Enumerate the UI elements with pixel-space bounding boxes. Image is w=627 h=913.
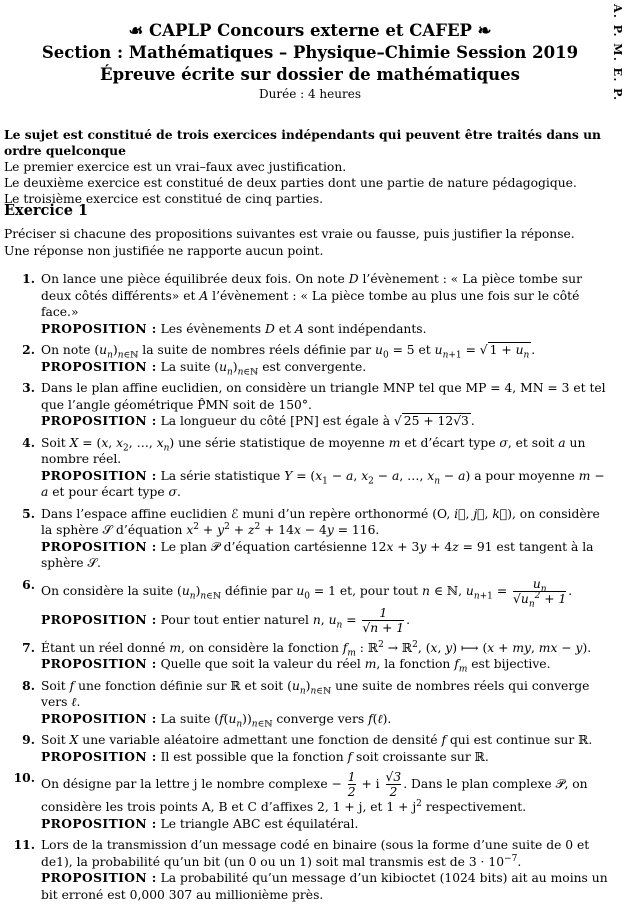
list-item: 8. Soit f une fonction définie sur ℝ et soit $(u_n)_{n\in ℕ}$ une suite de nombres réels qui converge vers ℓ. PROPOSITION : La suite $(f(u_n))_{n\in ℕ}$ converge vers f(ℓ). xyxy=(0,678,610,728)
item-number: 1. xyxy=(22,271,35,286)
list-item: 5. Dans l’espace affine euclidien ℰ muni d’un repère orthonormé (O, i⃗, j⃗, k⃗), on considère la sphère 𝒮 d’équation $x^2 + y^2 + z^2 + 14x - 4y = 116$. PROPOSITION : Le plan 𝒫 d’équation cartésienne 12x + 3y + 4z = 91 est tangent à la sphère 𝒮. xyxy=(0,506,610,572)
item-number: 6. xyxy=(22,576,35,592)
item-number: 2. xyxy=(22,342,35,357)
fraction: $\frac{1}{√n + 1}$ xyxy=(362,605,405,635)
intro-bold: Le sujet est constitué de trois exercices indépendants qui peuvent être traités dans un ordre quelconque xyxy=(4,127,601,158)
item-number: 10. xyxy=(13,770,35,785)
header-title-2: Section : Mathématiques – Physique–Chimie Session 2019 xyxy=(41,43,579,62)
list-item: 2. On note $(u_n)_{n\in ℕ}$ la suite de nombres réels définie par $u_0 = 5$ et $u_{n+1}$ = √ $1 + u_n$ . PROPOSITION : La suite $(u_n)_{n\in ℕ}$ est convergente. xyxy=(0,342,610,375)
fraction: $\frac{√3}{2}$ xyxy=(385,770,402,799)
list-item: 1. On lance une pièce équilibrée deux fois. On note D l’évènement : « La pièce tombe sur deux côtés différents» et A l’évènement : « La pièce tombe au plus une fois sur le côté face.» PROPOSITION : Les évènements D et A sont indépendants. xyxy=(0,271,610,337)
list-item: 6. On considère la suite $(u_n)_{n\in ℕ}$ définie par $u_0 = 1$ et, pour tout n ∈ ℕ, $u_{n+1}$ = $\frac{u_n}{√u_n^2 + 1}$ . PROPOSITION : Pour tout entier naturel n, $u_n$ = $\frac{1}{√n + 1}$ . xyxy=(0,577,610,635)
item-number: 8. xyxy=(22,677,35,693)
list-item: 3. Dans le plan affine euclidien, on considère un triangle MNP tel que MP = 4, MN = 3 et tel que l’angle géométrique P̂MN soit de 150°. PROPOSITION : La longueur du côté [PN] est égale à √ 25 + 12√3 . xyxy=(0,380,610,430)
header-side-label: A. P. M. E. P. xyxy=(611,4,624,102)
intro-block xyxy=(4,127,604,207)
proposition-label: PROPOSITION : xyxy=(41,538,157,554)
proposition-list xyxy=(0,271,610,908)
header-title-3: Épreuve écrite sur dossier de mathématiques xyxy=(100,65,520,84)
item-number: 3. xyxy=(22,380,35,395)
proposition-label: PROPOSITION : xyxy=(41,467,157,483)
exercise-instructions: Préciser si chacune des propositions suivantes est vraie ou fausse, puis justifier la réponse. Une réponse non justifiée ne rapporte aucun point. xyxy=(4,227,575,258)
header-duration: Durée : 4 heures xyxy=(259,87,361,101)
proposition-label: PROPOSITION : xyxy=(41,611,157,627)
proposition-label: PROPOSITION : xyxy=(41,748,157,764)
proposition-label: PROPOSITION : xyxy=(41,710,157,726)
item-number: 11. xyxy=(13,837,35,852)
proposition-label: PROPOSITION : xyxy=(41,815,157,831)
list-item: 4. Soit X = (x, $x_2$, …, $x_n$) une série statistique de moyenne m et d’écart type σ, et soit a un nombre réel. PROPOSITION : La série statistique $Y = (x_1 - a$, $x_2 - a$, …, $x_n - a$) a pour moyenne m − a et pour écart type σ. xyxy=(0,435,610,501)
item-number: 7. xyxy=(22,639,35,655)
list-item: 7. Étant un réel donné m, on considère la fonction $f_m$ : ℝ$^2$ → ℝ$^2$, (x, y) ⟼ (x + my, mx − y). PROPOSITION : Quelle que soit la valeur du réel m, la fonction $f_m$ est bijective. xyxy=(0,640,610,673)
intro-line: Le troisième exercice est constitué de cinq parties. xyxy=(4,192,324,206)
fraction: $\frac{u_n}{√u_n^2 + 1}$ xyxy=(513,576,567,609)
exercise-title: Exercice 1 xyxy=(4,202,89,219)
list-item: 9. Soit X une variable aléatoire admettant une fonction de densité f qui est continue sur ℝ. PROPOSITION : Il est possible que la fonction f soit croissante sur ℝ. xyxy=(0,732,610,765)
fraction: $\frac{1}{2}$ xyxy=(347,770,356,799)
item-number: 5. xyxy=(22,505,35,521)
list-item: 10. On désigne par la lettre j le nombre complexe − $\frac{1}{2}$ + i $\frac{√3}{2}$ . Dans le plan complexe 𝒫, on considère les trois points A, B et C d’affixes 2, 1 + j, et $1 + j^2$ respectivement. PROPOSITION : Le triangle ABC est équilatéral. xyxy=(0,770,610,832)
proposition-label: PROPOSITION : xyxy=(41,413,157,428)
item-number: 9. xyxy=(22,732,35,747)
proposition-label: PROPOSITION : xyxy=(41,656,157,671)
header-title-1: ☙ CAPLP Concours externe et CAFEP ❧ xyxy=(128,21,492,40)
proposition-label: PROPOSITION : xyxy=(41,870,157,885)
item-number: 4. xyxy=(22,434,35,450)
list-item: 11. Lors de la transmission d’un message codé en binaire (sous la forme d’une suite de 0 et de1), la probabilité qu’un bit (un 0 ou un 1) soit mal transmis est de $3 \cdot 10^{-7}$. PROPOSITION : La probabilité qu’un message d’un kibioctet (1024 bits) ait au moins un bit erroné est 0,000 307 au millionième près. xyxy=(0,837,610,903)
intro-line: Le deuxième exercice est constitué de deux parties dont une partie de nature pédagogique. xyxy=(4,176,577,190)
proposition-label: PROPOSITION : xyxy=(41,358,157,374)
intro-line: Le premier exercice est un vrai–faux avec justification. xyxy=(4,160,347,174)
document-header xyxy=(0,20,620,103)
proposition-label: PROPOSITION : xyxy=(41,320,157,336)
